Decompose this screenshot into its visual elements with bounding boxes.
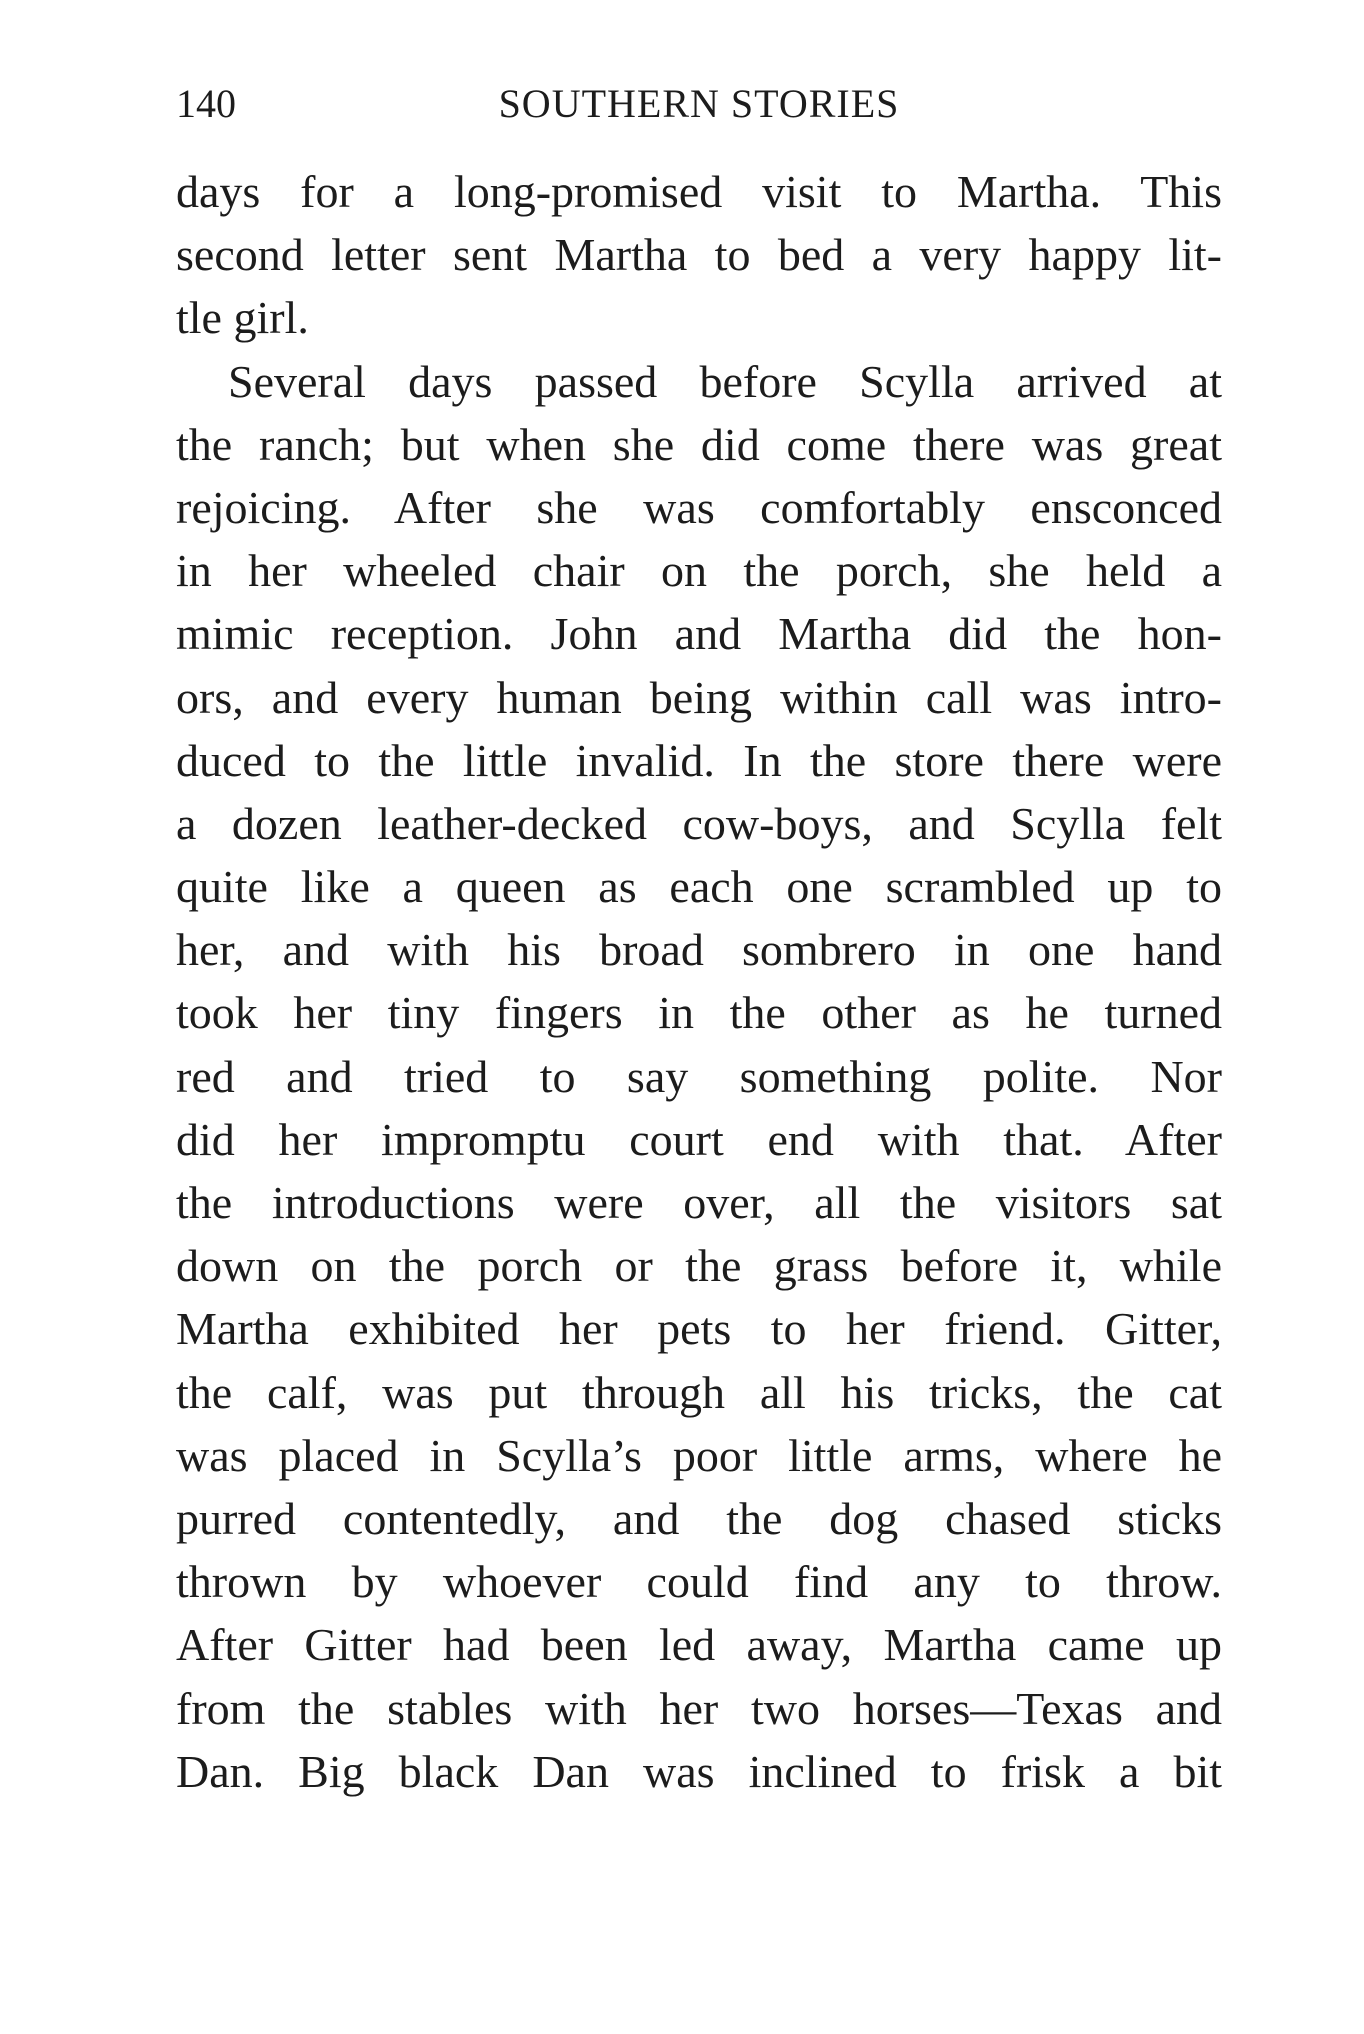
text-line: from the stables with her two horses—Texas and xyxy=(176,1682,1222,1734)
text-line: Dan. Big black Dan was inclined to frisk a bit xyxy=(176,1745,1222,1797)
text-line: down on the porch or the grass before it, while xyxy=(176,1240,1222,1292)
text-line: rejoicing. After she was comfortably ensconced xyxy=(176,481,1222,533)
text-line: duced to the little invalid. In the store there were xyxy=(176,734,1222,786)
text-line: the introductions were over, all the visitors sat xyxy=(176,1177,1222,1228)
running-title: SOUTHERN STORIES xyxy=(498,81,900,126)
text-line: the ranch; but when she did come there was great xyxy=(176,418,1222,470)
text-line: Martha exhibited her pets to her friend. Gitter, xyxy=(176,1303,1222,1355)
text-line: thrown by whoever could find any to throw. xyxy=(176,1556,1222,1608)
body-text xyxy=(176,160,1222,1803)
text-line: was placed in Scylla’s poor little arms, where he xyxy=(176,1429,1222,1481)
text-line: second letter sent Martha to bed a very happy lit- xyxy=(176,229,1222,281)
text-line: mimic reception. John and Martha did the hon- xyxy=(176,608,1222,660)
text-line: quite like a queen as each one scrambled up to xyxy=(176,861,1222,913)
text-line: ors, and every human being within call was intro- xyxy=(176,671,1222,723)
text-line: in her wheeled chair on the porch, she held a xyxy=(176,545,1222,597)
text-line: purred contentedly, and the dog chased sticks xyxy=(176,1492,1222,1544)
text-line: did her impromptu court end with that. After xyxy=(176,1113,1222,1165)
text-line: the calf, was put through all his tricks, the cat xyxy=(176,1366,1222,1418)
text-line: After Gitter had been led away, Martha came up xyxy=(176,1619,1222,1671)
text-line: red and tried to say something polite. Nor xyxy=(176,1050,1222,1102)
text-line: days for a long-promised visit to Martha. This xyxy=(176,166,1222,217)
text-line: took her tiny fingers in the other as he turned xyxy=(176,987,1222,1039)
page-header xyxy=(176,74,1222,134)
text-line: a dozen leather-decked cow-boys, and Scylla felt xyxy=(176,797,1222,849)
text-line: Several days passed before Scylla arrived at xyxy=(228,355,1222,407)
text-line: tle girl. xyxy=(176,292,309,344)
text-line: her, and with his broad sombrero in one hand xyxy=(176,924,1222,976)
page-number: 140 xyxy=(176,81,236,126)
